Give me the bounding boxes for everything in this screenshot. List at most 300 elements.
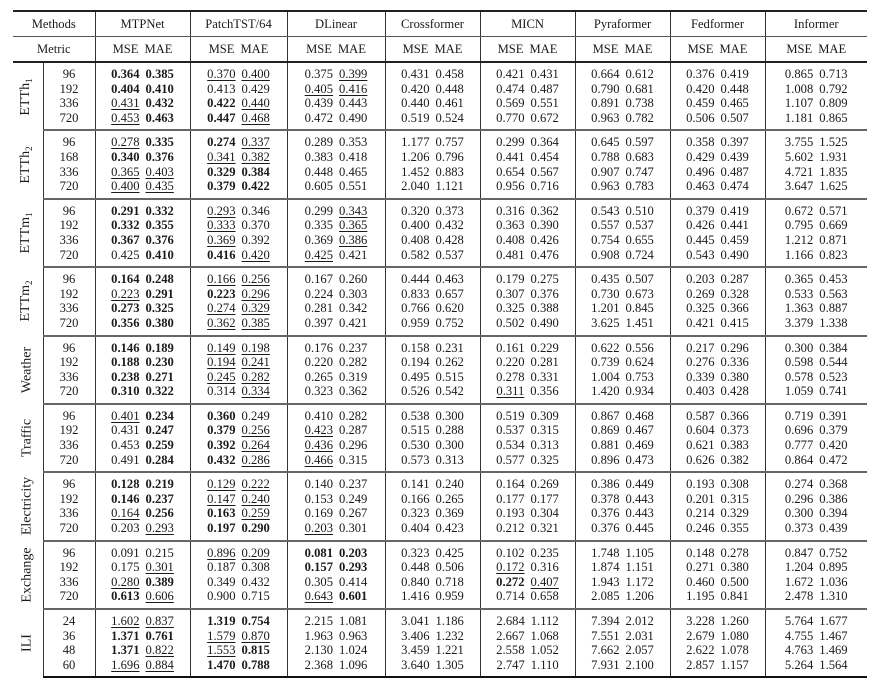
mae-value: 1.186 (435, 614, 464, 628)
table-row (13, 218, 867, 233)
metric-pair-cell (95, 589, 190, 609)
mse-value: 0.448 (401, 560, 430, 575)
mae-value: 1.024 (339, 643, 368, 658)
dataset-name: Exchange (19, 547, 35, 603)
dataset-subscript: 2 (23, 280, 34, 286)
mse-value: 2.747 (496, 657, 525, 672)
mae-value: 0.370 (241, 218, 270, 233)
table-row (13, 658, 867, 678)
mse-value: 1.201 (591, 301, 620, 316)
mae-value: 0.278 (720, 545, 749, 560)
mae-value: 0.490 (530, 315, 559, 330)
table-row (13, 267, 867, 287)
metric-pair-cell (670, 301, 765, 316)
mse-value: 0.148 (686, 545, 715, 560)
mse-value: 0.460 (686, 574, 715, 589)
mae-value: 0.449 (625, 477, 654, 492)
mse-value: 0.311 (496, 384, 525, 399)
mse-value: 0.404 (401, 521, 430, 536)
mae-value: 0.259 (241, 506, 270, 521)
metric-pair-cell (765, 248, 867, 268)
mae-value: 0.331 (530, 369, 559, 384)
mse-value: 0.300 (784, 506, 814, 521)
mse-value: 1.470 (207, 657, 236, 672)
metric-pair-cell (765, 643, 867, 658)
mae-value: 0.275 (530, 272, 559, 287)
mse-value: 0.224 (304, 286, 334, 301)
mse-value: 5.264 (784, 657, 814, 672)
mae-value: 0.248 (145, 272, 174, 287)
metric-pair-cell (575, 589, 670, 609)
mse-value: 3.647 (784, 179, 814, 194)
metric-pair-header (480, 37, 575, 63)
mae-value: 1.172 (625, 574, 654, 589)
horizon-cell: 192 (43, 287, 95, 302)
metric-pair-cell (765, 62, 867, 82)
mae-value: 0.265 (435, 491, 464, 506)
dataset-name: Weather (19, 346, 35, 393)
metric-pair-header (670, 37, 765, 63)
mse-value: 0.223 (111, 286, 140, 301)
mae-value: 0.571 (819, 203, 848, 218)
mae-value: 0.262 (435, 355, 464, 370)
mse-value: 0.431 (111, 423, 140, 438)
mse-value: 1.107 (784, 96, 814, 111)
metric-pair-cell (385, 609, 480, 629)
method-header: Informer (765, 11, 867, 37)
dataset-name: ETTh (17, 150, 33, 184)
mse-value: 0.341 (207, 149, 236, 164)
metric-pair-cell (575, 658, 670, 678)
mse-value: 0.404 (111, 81, 140, 96)
horizon-cell: 336 (43, 370, 95, 385)
mse-value: 0.369 (304, 232, 334, 247)
mae-value: 0.256 (241, 423, 270, 438)
mse-value: 0.201 (686, 491, 715, 506)
mae-value: 0.551 (339, 179, 368, 194)
metric-pair-cell (190, 643, 287, 658)
table-row (13, 589, 867, 609)
metric-pair-cell (670, 165, 765, 180)
mse-value: 0.128 (111, 477, 140, 492)
mse-value: 0.421 (686, 315, 715, 330)
mse-value: 2.558 (496, 643, 525, 658)
mse-value: 0.220 (304, 355, 334, 370)
mae-value: 0.669 (819, 218, 848, 233)
mae-value: 0.448 (435, 81, 464, 96)
metric-pair-cell (95, 643, 190, 658)
metric-pair-cell (765, 355, 867, 370)
mse-value: 2.085 (591, 589, 620, 604)
mae-value: 0.399 (339, 67, 368, 81)
mae-value: 0.379 (819, 423, 848, 438)
mae-value: 0.870 (241, 628, 270, 643)
table-row (13, 438, 867, 453)
mse-value: 0.472 (304, 110, 334, 125)
mse-value: 1.748 (591, 545, 620, 560)
mae-value: 0.445 (625, 521, 654, 536)
mse-value: 0.194 (401, 355, 430, 370)
mse-value: 0.164 (111, 506, 140, 521)
metric-pair-cell (765, 438, 867, 453)
metric-pair-cell (385, 267, 480, 287)
mae-value: 0.376 (145, 232, 174, 247)
mse-value: 1.195 (686, 589, 715, 604)
metric-pair-cell (480, 658, 575, 678)
horizon-cell: 60 (43, 658, 95, 678)
mse-value: 0.453 (111, 110, 140, 125)
mae-value: 1.835 (819, 164, 848, 179)
mae-value: 1.260 (720, 614, 749, 628)
mse-value: 0.323 (304, 384, 334, 399)
mae-value: 0.235 (530, 545, 559, 560)
mae-value: 0.237 (339, 477, 368, 492)
mse-value: 0.453 (111, 438, 140, 453)
mae-value: 1.451 (625, 315, 654, 330)
mse-value: 1.371 (111, 628, 140, 643)
mae-value: 0.601 (339, 589, 368, 604)
mae-value: 0.267 (339, 506, 368, 521)
mae-value: 0.240 (435, 477, 464, 492)
mse-value: 0.777 (784, 438, 814, 453)
mse-value: 0.664 (591, 67, 620, 81)
metric-pair-cell (670, 199, 765, 219)
metric-pair-cell (287, 130, 385, 150)
metric-pair-cell (765, 492, 867, 507)
metric-pair-cell (480, 316, 575, 336)
mae-value: 0.343 (339, 203, 368, 218)
mae-value: 0.537 (625, 218, 654, 233)
table-row (13, 179, 867, 199)
metric-pair-cell (190, 541, 287, 561)
metric-pair-cell (95, 438, 190, 453)
metric-pair-cell (480, 130, 575, 150)
mse-value: 7.931 (591, 657, 620, 672)
mse-value: 0.770 (496, 110, 525, 125)
mse-value: 0.526 (401, 384, 430, 399)
mae-value: 0.403 (145, 164, 174, 179)
mae-value: 0.792 (819, 81, 848, 96)
mae-value: 0.319 (339, 369, 368, 384)
mae-value: 0.440 (241, 96, 270, 111)
mse-value: 0.329 (207, 164, 236, 179)
mse-value: 0.293 (207, 203, 236, 218)
mae-value: 0.288 (435, 423, 464, 438)
metric-pair-cell (95, 336, 190, 356)
mse-value: 0.265 (304, 369, 334, 384)
metric-pair-cell (670, 179, 765, 199)
mse-value: 0.408 (401, 232, 430, 247)
metric-pair-cell (480, 384, 575, 404)
mse-value: 0.272 (496, 574, 525, 589)
mse-value: 1.166 (784, 247, 814, 262)
metric-mae-label: MAE (719, 42, 748, 56)
mae-value: 0.490 (720, 247, 749, 262)
mae-value: 0.713 (819, 67, 848, 81)
metric-pair-cell (480, 453, 575, 473)
mse-value: 0.730 (591, 286, 620, 301)
mae-value: 0.390 (530, 218, 559, 233)
mse-value: 0.573 (401, 452, 430, 467)
horizon-cell: 96 (43, 267, 95, 287)
metric-pair-cell (575, 438, 670, 453)
mse-value: 0.643 (304, 589, 334, 604)
table-row (13, 199, 867, 219)
mse-value: 0.405 (304, 81, 334, 96)
mse-value: 0.323 (401, 506, 430, 521)
metric-pair-cell (480, 82, 575, 97)
metric-pair-cell (287, 233, 385, 248)
metric-pair-cell (575, 111, 670, 131)
metric-mae-label: MAE (818, 42, 847, 56)
mse-value: 0.533 (784, 286, 814, 301)
mae-value: 0.309 (530, 408, 559, 423)
mae-value: 0.313 (530, 438, 559, 453)
mae-value: 0.281 (530, 355, 559, 370)
mse-value: 0.379 (686, 203, 715, 218)
metric-pair-cell (385, 218, 480, 233)
mse-value: 0.149 (207, 340, 236, 355)
mae-value: 0.325 (145, 301, 174, 316)
mae-value: 0.788 (241, 657, 270, 672)
mae-value: 0.386 (819, 491, 848, 506)
mae-value: 0.410 (145, 247, 174, 262)
mse-value: 0.847 (784, 545, 814, 560)
mse-value: 0.864 (784, 452, 814, 467)
metric-pair-cell (670, 96, 765, 111)
mse-value: 0.323 (401, 545, 430, 560)
mae-value: 0.386 (339, 232, 368, 247)
metric-mse-label: MSE (497, 42, 524, 56)
metric-pair-cell (190, 438, 287, 453)
mae-value: 0.259 (145, 438, 174, 453)
mae-value: 0.469 (625, 438, 654, 453)
method-header: Crossformer (385, 11, 480, 37)
mae-value: 0.752 (435, 315, 464, 330)
mae-value: 0.260 (339, 272, 368, 287)
metric-pair-cell (190, 609, 287, 629)
table-row (13, 111, 867, 131)
mae-value: 0.474 (720, 179, 749, 194)
mse-value: 0.963 (591, 179, 620, 194)
horizon-cell: 720 (43, 453, 95, 473)
mse-value: 0.146 (111, 340, 140, 355)
mse-value: 0.420 (401, 81, 430, 96)
mae-value: 0.241 (241, 355, 270, 370)
mse-value: 0.840 (401, 574, 430, 589)
dataset-name: Electricity (19, 477, 35, 536)
metric-pair-cell (385, 62, 480, 82)
metric-pair-cell (385, 111, 480, 131)
metric-pair-cell (385, 423, 480, 438)
metric-pair-cell (190, 404, 287, 424)
horizon-cell: 96 (43, 541, 95, 561)
metric-pair-cell (670, 218, 765, 233)
mse-value: 0.203 (111, 521, 140, 536)
metric-pair-cell (287, 629, 385, 644)
metric-pair-cell (765, 575, 867, 590)
mse-value: 5.602 (784, 149, 814, 164)
mse-value: 0.161 (496, 340, 525, 355)
mae-value: 0.439 (819, 521, 848, 536)
metric-pair-cell (95, 384, 190, 404)
metric-pair-cell (287, 575, 385, 590)
metric-pair-cell (190, 336, 287, 356)
metric-pair-cell (765, 199, 867, 219)
mae-value: 0.392 (241, 232, 270, 247)
metric-pair-cell (385, 165, 480, 180)
table-row (13, 150, 867, 165)
mae-value: 0.567 (530, 164, 559, 179)
mae-value: 0.329 (720, 506, 749, 521)
mse-value: 0.274 (207, 135, 236, 150)
mse-value: 0.537 (496, 423, 525, 438)
metric-pair-cell (287, 111, 385, 131)
mse-value: 0.305 (304, 574, 334, 589)
metric-pair-cell (190, 384, 287, 404)
metric-pair-cell (385, 438, 480, 453)
metric-pair-cell (385, 370, 480, 385)
mae-value: 0.887 (819, 301, 848, 316)
mae-value: 0.422 (241, 179, 270, 194)
mse-value: 0.307 (496, 286, 525, 301)
metric-pair-cell (670, 316, 765, 336)
method-header: Pyraformer (575, 11, 670, 37)
metric-pair-cell (670, 384, 765, 404)
metric-pair-cell (385, 233, 480, 248)
mse-value: 0.147 (207, 491, 236, 506)
mse-value: 0.102 (496, 545, 525, 560)
mse-value: 0.278 (496, 369, 525, 384)
mae-value: 0.325 (530, 452, 559, 467)
mse-value: 3.640 (401, 657, 430, 672)
metric-pair-cell (190, 96, 287, 111)
dataset-subscript: 1 (23, 212, 34, 217)
mae-value: 1.105 (625, 545, 654, 560)
mae-value: 1.677 (819, 614, 848, 628)
mae-value: 1.221 (435, 643, 464, 658)
table-row (13, 560, 867, 575)
metric-pair-cell (670, 355, 765, 370)
metric-pair-cell (480, 248, 575, 268)
metric-pair-cell (480, 233, 575, 248)
table-row (13, 521, 867, 541)
mae-value: 0.380 (720, 369, 749, 384)
mae-value: 0.655 (625, 232, 654, 247)
metric-pair-cell (95, 609, 190, 629)
mae-value: 0.432 (145, 96, 174, 111)
mae-value: 0.287 (720, 272, 749, 287)
mse-value: 0.435 (591, 272, 620, 287)
horizon-cell: 96 (43, 130, 95, 150)
mae-value: 0.249 (339, 491, 368, 506)
dataset-subscript: 2 (23, 145, 34, 151)
metric-pair-cell (480, 287, 575, 302)
mae-value: 0.468 (625, 408, 654, 423)
metric-pair-cell (575, 575, 670, 590)
mse-value: 1.363 (784, 301, 814, 316)
mae-value: 0.515 (435, 369, 464, 384)
metric-pair-header (287, 37, 385, 63)
mse-value: 0.907 (591, 164, 620, 179)
metric-pair-cell (385, 301, 480, 316)
mse-value: 0.530 (401, 438, 430, 453)
metric-pair-cell (190, 130, 287, 150)
metric-pair-cell (385, 384, 480, 404)
mae-value: 1.305 (435, 657, 464, 672)
metric-mae-label: MAE (434, 42, 463, 56)
metric-pair-cell (190, 453, 287, 473)
mae-value: 0.215 (145, 545, 174, 560)
mae-value: 0.747 (625, 164, 654, 179)
metric-pair-cell (385, 248, 480, 268)
mse-value: 3.379 (784, 315, 814, 330)
mse-value: 0.179 (496, 272, 525, 287)
metric-pair-cell (287, 370, 385, 385)
mae-value: 0.296 (339, 438, 368, 453)
mse-value: 4.763 (784, 643, 814, 658)
mae-value: 0.865 (819, 110, 848, 125)
metric-pair-cell (287, 472, 385, 492)
mse-value: 0.157 (304, 560, 334, 575)
mae-value: 0.385 (241, 315, 270, 330)
mse-value: 0.146 (111, 491, 140, 506)
metric-pair-cell (670, 492, 765, 507)
mse-value: 0.790 (591, 81, 620, 96)
horizon-cell: 96 (43, 472, 95, 492)
metric-pair-cell (765, 111, 867, 131)
metric-pair-cell (190, 658, 287, 678)
mae-value: 0.738 (625, 96, 654, 111)
mae-value: 1.310 (819, 589, 848, 604)
mse-value: 0.299 (496, 135, 525, 150)
metric-pair-cell (480, 560, 575, 575)
mse-value: 0.459 (686, 96, 715, 111)
mae-value: 0.222 (241, 477, 270, 492)
mse-value: 0.420 (686, 81, 715, 96)
metric-pair-cell (670, 423, 765, 438)
dataset-label (13, 62, 43, 130)
mae-value: 0.959 (435, 589, 464, 604)
mse-value: 0.626 (686, 452, 715, 467)
horizon-cell: 720 (43, 521, 95, 541)
metric-pair-cell (287, 96, 385, 111)
mae-value: 0.761 (145, 628, 174, 643)
mse-value: 0.963 (591, 110, 620, 125)
horizon-cell: 192 (43, 82, 95, 97)
mae-value: 0.382 (241, 149, 270, 164)
metric-pair-cell (670, 111, 765, 131)
mae-value: 0.362 (530, 203, 559, 218)
mae-value: 0.296 (241, 286, 270, 301)
metric-pair-cell (287, 336, 385, 356)
mae-value: 0.335 (145, 135, 174, 150)
metric-pair-cell (575, 609, 670, 629)
mse-value: 0.280 (111, 574, 140, 589)
mae-value: 0.461 (435, 96, 464, 111)
metric-pair-cell (765, 218, 867, 233)
metric-pair-cell (385, 130, 480, 150)
metric-pair-cell (765, 658, 867, 678)
metric-pair-cell (95, 130, 190, 150)
mse-value: 0.339 (686, 369, 715, 384)
mae-value: 0.463 (435, 272, 464, 287)
metric-pair-cell (95, 370, 190, 385)
metric-pair-cell (190, 370, 287, 385)
table-row (13, 96, 867, 111)
mse-value: 2.368 (304, 657, 334, 672)
mae-value: 0.815 (241, 643, 270, 658)
